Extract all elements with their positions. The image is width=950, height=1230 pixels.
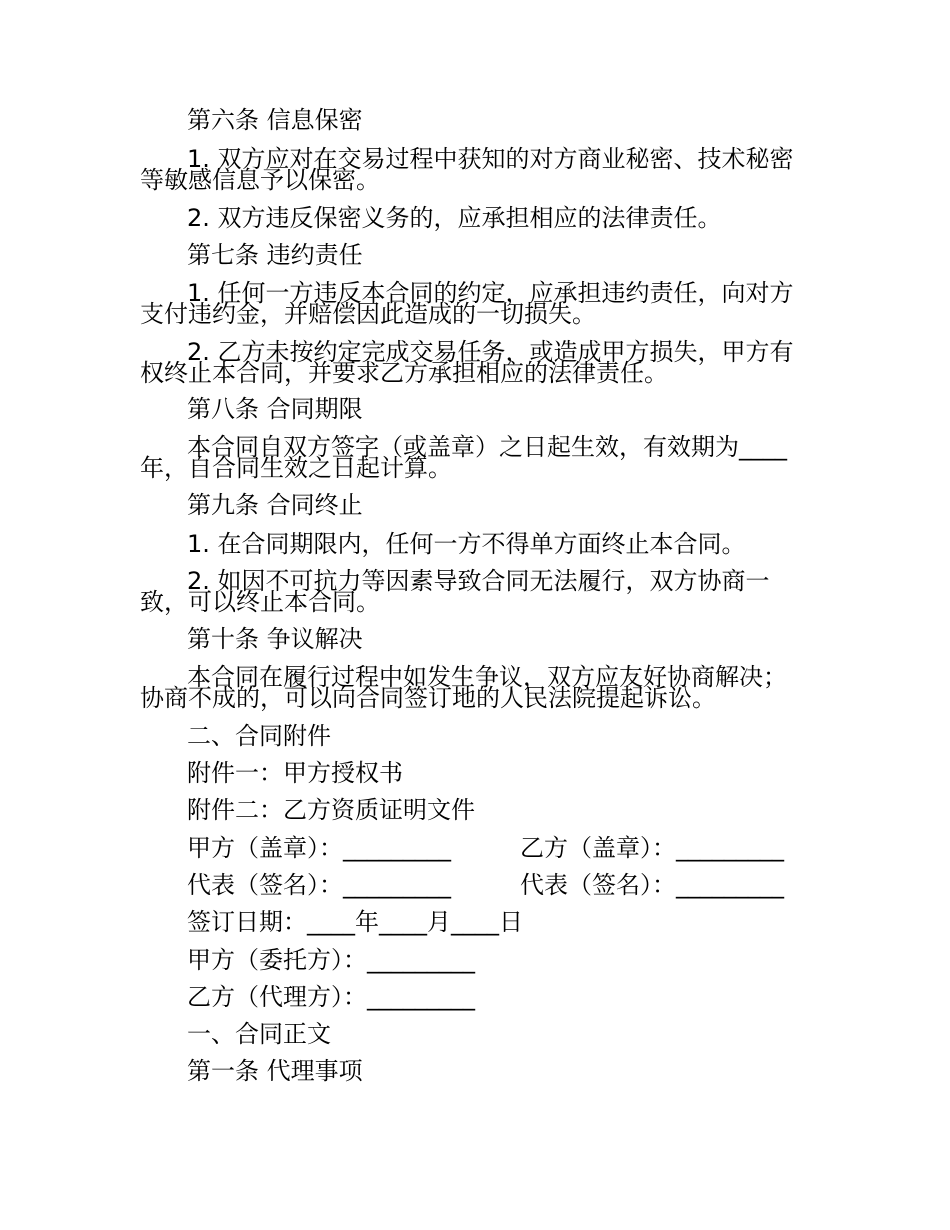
party-a-seal-line: 甲方（盖章）：_________ <box>187 834 451 862</box>
article-8-paragraph-1 <box>140 434 820 481</box>
article-9-paragraph-1: 1. 在合同期限内，任何一方不得单方面终止本合同。 <box>187 530 746 558</box>
article-9-paragraph-2-line-1: 2. 如因不可抗力等因素导致合同无法履行，双方协商一 <box>187 567 770 595</box>
article-7-paragraph-2-line-1: 2. 乙方未按约定完成交易任务，或造成甲方损失，甲方有 <box>187 338 794 366</box>
party-b-agent-line: 乙方（代理方）：_________ <box>187 983 475 1011</box>
attachment-1: 附件一：甲方授权书 <box>187 759 403 787</box>
article-9-heading: 第九条 合同终止 <box>187 491 363 519</box>
party-b-seal-line: 乙方（盖章）：_________ <box>520 834 784 862</box>
party-b-representative-line: 代表（签名）：_________ <box>520 871 784 899</box>
party-a-representative-line: 代表（签名）：_________ <box>187 871 451 899</box>
article-6-paragraph-2: 2. 双方违反保密义务的，应承担相应的法律责任。 <box>187 204 722 232</box>
article-8-heading: 第八条 合同期限 <box>187 395 363 423</box>
article-9-paragraph-2-line-2: 致，可以终止本合同。 <box>140 588 380 616</box>
article-10-paragraph-1-line-2: 协商不成的，可以向合同签订地的人民法院提起诉讼。 <box>140 684 716 712</box>
article-7-paragraph-2 <box>140 339 820 386</box>
article-7-paragraph-1 <box>140 280 820 327</box>
article-8-paragraph-1-line-2: 年，自合同生效之日起计算。 <box>140 454 452 482</box>
article-7-paragraph-1-line-2: 支付违约金，并赔偿因此造成的一切损失。 <box>140 300 596 328</box>
article-7-paragraph-2-line-2: 权终止本合同，并要求乙方承担相应的法律责任。 <box>140 359 668 387</box>
signing-date-line: 签订日期：____年____月____日 <box>187 908 523 936</box>
article-7-heading: 第七条 违约责任 <box>187 241 363 269</box>
party-a-principal-line: 甲方（委托方）：_________ <box>187 946 475 974</box>
article-10-paragraph-1 <box>140 664 820 711</box>
main-text-heading: 一、合同正文 <box>187 1020 331 1048</box>
article-1-heading: 第一条 代理事项 <box>187 1057 363 1085</box>
attachments-heading: 二、合同附件 <box>187 722 331 750</box>
article-8-paragraph-1-line-1: 本合同自双方签字（或盖章）之日起生效，有效期为____ <box>187 433 787 461</box>
article-7-paragraph-1-line-1: 1. 任何一方违反本合同的约定，应承担违约责任，向对方 <box>187 279 794 307</box>
article-10-paragraph-1-line-1: 本合同在履行过程中如发生争议，双方应友好协商解决； <box>187 663 787 691</box>
article-6-paragraph-1-line-2: 等敏感信息予以保密。 <box>140 166 380 194</box>
article-6-heading: 第六条 信息保密 <box>187 106 363 134</box>
article-6-paragraph-1-line-1: 1. 双方应对在交易过程中获知的对方商业秘密、技术秘密 <box>187 145 794 173</box>
article-6-paragraph-1 <box>140 146 820 193</box>
article-9-paragraph-2 <box>140 568 820 615</box>
article-10-heading: 第十条 争议解决 <box>187 625 363 653</box>
attachment-2: 附件二：乙方资质证明文件 <box>187 796 475 824</box>
